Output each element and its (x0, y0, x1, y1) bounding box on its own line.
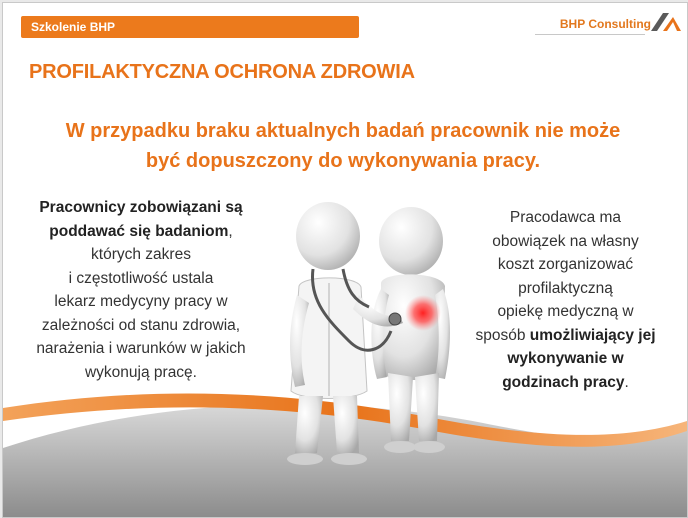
text-line (21, 196, 261, 220)
section-tag-label: Szkolenie BHP (31, 20, 116, 34)
text-line: i częstotliwość ustala (68, 269, 214, 287)
text-line: lekarz medycyny pracy w (54, 293, 228, 310)
bold-text: Pracownicy zobowiązani są (39, 199, 243, 216)
text-line (458, 324, 673, 348)
section-tag (21, 16, 359, 38)
brand-divider (535, 34, 645, 35)
page-title: PROFILAKTYCZNA OCHRONA ZDROWIA (29, 61, 415, 83)
headline-line-2: być dopuszczony do wykonywania pracy. (145, 150, 541, 172)
text-line: profilaktyczną (518, 279, 613, 297)
text-fragment: sposób (475, 326, 530, 344)
brand-name: BHP Consulting (559, 17, 651, 31)
text-fragment: . (624, 373, 629, 391)
headline (43, 116, 643, 176)
text-line: koszt zorganizować (497, 256, 634, 273)
doctor-examining-patient-icon (273, 191, 473, 481)
bold-text: godzinach pracy (502, 373, 625, 391)
bold-text: umożliwiający jej (529, 326, 656, 344)
text-line: Pracodawca ma (509, 209, 622, 226)
bold-text: poddawać się badaniom (49, 222, 229, 240)
bhp-consulting-logo-icon (649, 11, 683, 33)
text-line (21, 220, 261, 244)
headline-line-1: W przypadku braku aktualnych badań pracownik nie może (65, 120, 621, 142)
employer-obligation-text (458, 206, 673, 394)
text-fragment: , (228, 222, 233, 240)
slide (2, 2, 688, 518)
text-line: obowiązek na własny (492, 232, 639, 250)
employee-obligation-text (21, 196, 261, 384)
text-line: opiekę medyczną w (497, 303, 634, 320)
text-line: zależności od stanu zdrowia, (41, 316, 241, 334)
text-line: wykonują pracę. (84, 363, 197, 381)
text-line (458, 347, 673, 371)
text-line: których zakres (91, 246, 191, 263)
text-line: narażenia i warunków w jakich (36, 340, 246, 357)
text-line (458, 371, 673, 395)
bold-text: wykonywanie w (507, 350, 624, 367)
